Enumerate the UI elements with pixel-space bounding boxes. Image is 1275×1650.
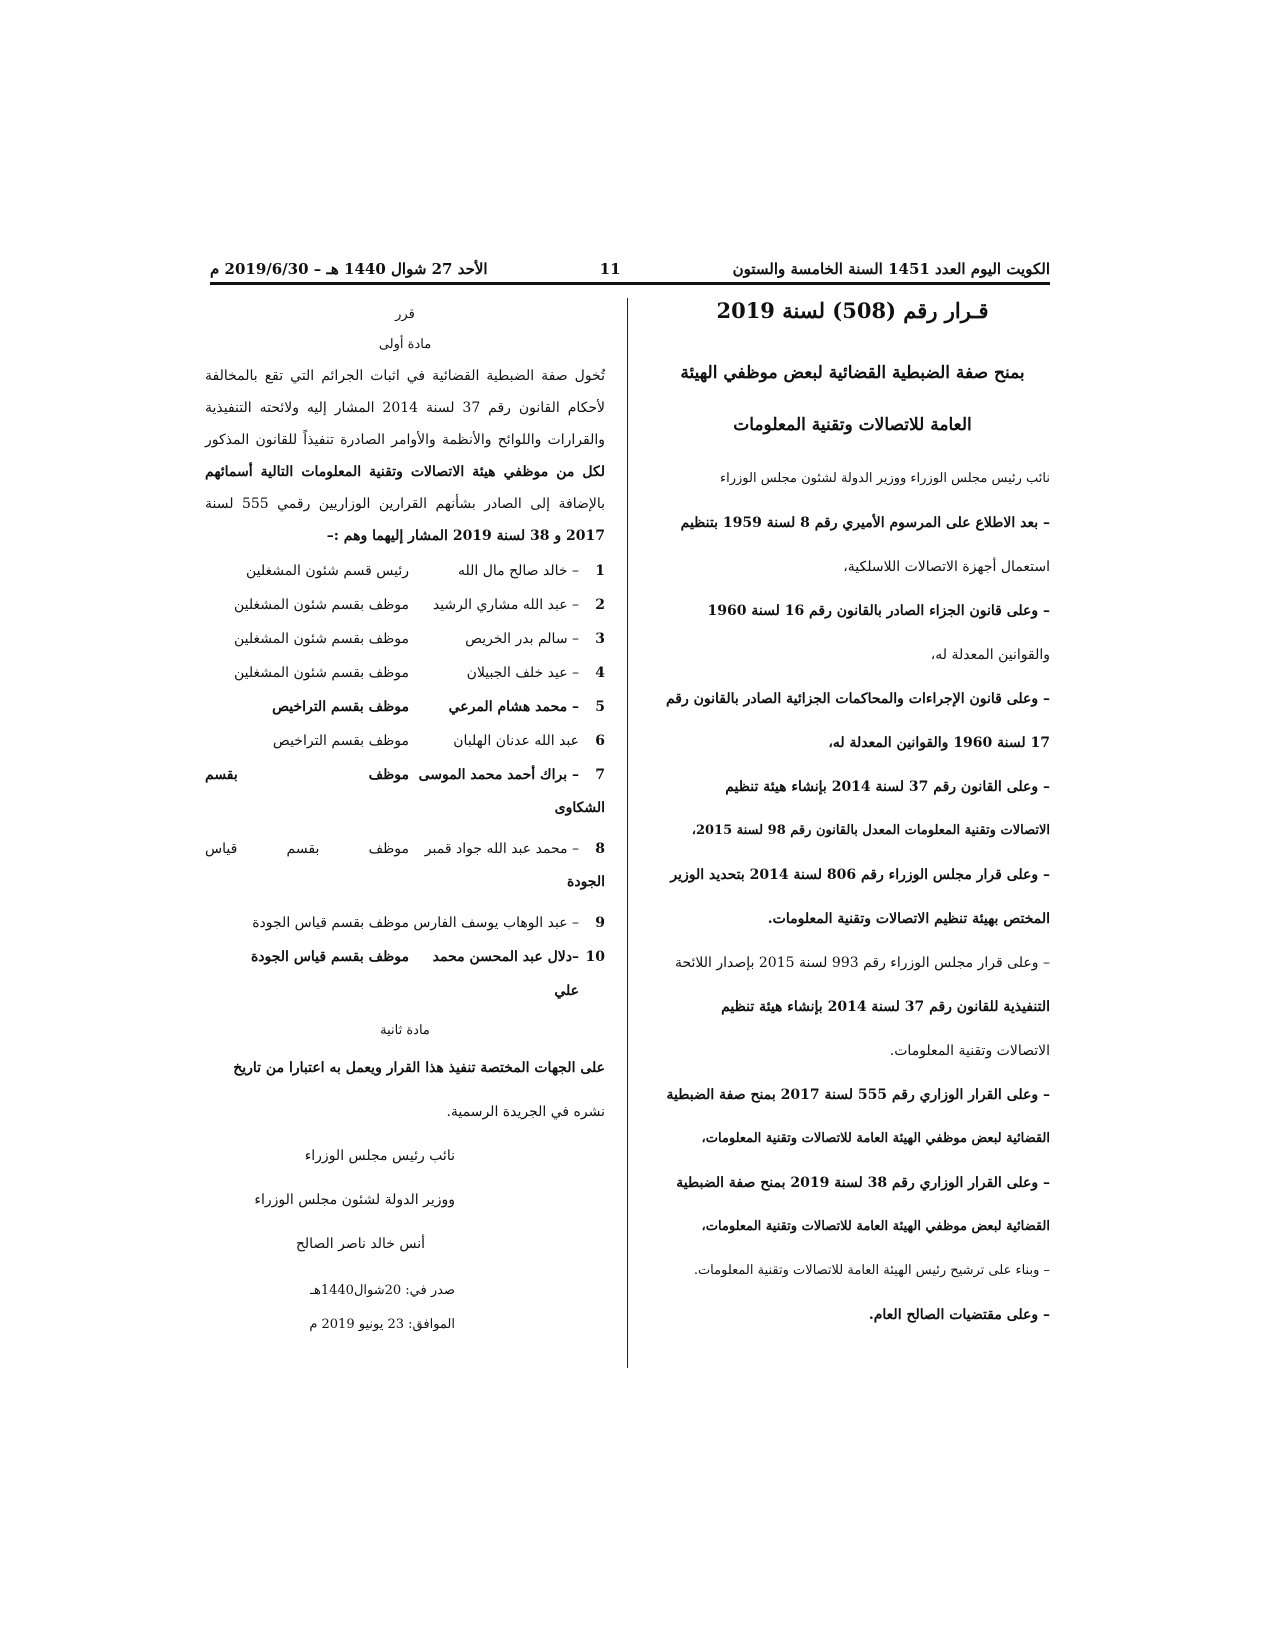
- preamble-line: – وعلى قانون الجزاء الصادر بالقانون رقم 16 لسنة 1960: [707, 603, 1050, 619]
- article-1-line: لكل من موظفي هيئة الاتصالات وتقنية المعلومات التالية أسمائهم: [205, 464, 605, 480]
- employee-name: عبد الله عدنان الهلبان: [453, 733, 579, 749]
- employee-name: – محمد عبد الله جواد قمبر: [424, 841, 579, 857]
- preamble-line: – وعلى قرار مجلس الوزراء رقم 993 لسنة 2015 بإصدار اللائحة: [674, 955, 1050, 971]
- decree-subtitle-1: بمنح صفة الضبطية القضائية لبعض موظفي الهيئة: [680, 363, 1025, 383]
- employee-list-8: [205, 832, 605, 866]
- item-number: 2: [595, 597, 605, 613]
- preamble-line: – وعلى القانون رقم 37 لسنة 2014 بإنشاء هيئة تنظيم: [725, 779, 1050, 795]
- issue-date: الأحد 27 شوال 1440 هـ – 2019/6/30 م: [210, 260, 488, 278]
- preamble-line: الاتصالات وتقنية المعلومات المعدل بالقانون رقم 98 لسنة 2015،: [691, 823, 1050, 838]
- issued-hijri: صدر في: 20شوال1440هـ: [310, 1283, 455, 1298]
- employee-job: موظف بقسم قياس الجودة: [252, 915, 409, 931]
- list-item: [205, 940, 605, 1008]
- article-1-line: والقرارات واللوائح والأنظمة والأوامر الصادرة تنفيذاً للقانون المذكور: [205, 432, 605, 448]
- page-header: [210, 250, 1050, 285]
- decree-subtitle-2: العامة للاتصالات وتقنية المعلومات: [733, 415, 972, 435]
- employee-8-continuation: الجودة: [567, 874, 605, 890]
- signatory-name: أنس خالد ناصر الصالح: [295, 1236, 425, 1252]
- signature-title-2: ووزير الدولة لشئون مجلس الوزراء: [254, 1192, 455, 1208]
- employee-7-continuation: الشكاوى: [554, 800, 605, 816]
- masthead: الكويت اليوم العدد 1451 السنة الخامسة والستون: [732, 260, 1050, 278]
- article-1-body: [205, 360, 605, 552]
- employee-job: موظف بقسم التراخيص: [272, 733, 409, 749]
- employee-job: موظف بقسم: [205, 767, 409, 783]
- preamble-line: المختص بهيئة تنظيم الاتصالات وتقنية المعلومات.: [767, 911, 1050, 927]
- item-number: 1: [595, 563, 605, 579]
- preamble-line: 17 لسنة 1960 والقوانين المعدلة له،: [828, 735, 1050, 751]
- list-item: [205, 622, 605, 656]
- article-1-line: 2017 و 38 لسنة 2019 المشار إليهما وهم :–: [326, 528, 605, 544]
- preamble-line: القضائية لبعض موظفي الهيئة العامة للاتصالات وتقنية المعلومات،: [701, 1131, 1050, 1146]
- item-number: 9: [595, 915, 605, 931]
- preamble-line: استعمال أجهزة الاتصالات اللاسلكية،: [843, 559, 1050, 575]
- employee-name: – عبد الله مشاري الرشيد: [432, 597, 579, 613]
- list-item: [205, 724, 605, 758]
- employee-list-9-10: [205, 906, 605, 1008]
- right-column: [655, 298, 1050, 1337]
- decided-heading: قرر: [395, 307, 415, 322]
- employee-job: موظف بقسم شئون المشغلين: [234, 597, 409, 613]
- employee-name: – محمد هشام المرعي: [448, 699, 579, 715]
- preamble-line: والقوانين المعدلة له،: [930, 647, 1050, 663]
- item-number: 5: [595, 699, 605, 715]
- list-item: [205, 690, 605, 724]
- list-item: [205, 554, 605, 588]
- list-item: [205, 906, 605, 940]
- preamble-line: – وعلى مقتضيات الصالح العام.: [868, 1307, 1050, 1323]
- item-number: 8: [595, 841, 605, 857]
- article-2-line: نشره في الجريدة الرسمية.: [446, 1104, 605, 1120]
- item-number: 7: [595, 767, 605, 783]
- issued-gregorian: الموافق: 23 يونيو 2019 م: [309, 1317, 455, 1332]
- article-1-line: لأحكام القانون رقم 37 لسنة 2014 المشار إليه ولائحته التنفيذية: [205, 400, 605, 416]
- employee-job: موظف بقسم قياس: [205, 841, 409, 857]
- list-item: [205, 832, 605, 866]
- employee-name: – عبد الوهاب يوسف الفارس: [413, 915, 579, 931]
- item-number: 6: [595, 733, 605, 749]
- employee-name: – سالم بدر الخريص: [465, 631, 579, 647]
- preamble-line: – وعلى قانون الإجراءات والمحاكمات الجزائية الصادر بالقانون رقم: [665, 691, 1050, 707]
- column-divider: [627, 298, 628, 1368]
- list-item: [205, 656, 605, 690]
- decree-title: قـرار رقم (508) لسنة 2019: [716, 298, 989, 323]
- employee-name: – براك أحمد محمد الموسى: [418, 767, 579, 783]
- employee-name: – خالد صالح مال الله: [457, 563, 579, 579]
- list-item: [205, 588, 605, 622]
- preamble-line: – بعد الاطلاع على المرسوم الأميري رقم 8 لسنة 1959 بتنظيم: [680, 515, 1050, 531]
- preamble-line: الاتصالات وتقنية المعلومات.: [889, 1043, 1050, 1059]
- article-1-heading: مادة أولى: [378, 337, 432, 352]
- employee-job: موظف بقسم التراخيص: [272, 699, 409, 715]
- list-item: [205, 758, 605, 792]
- employee-name: –دلال عبد المحسن محمد علي: [432, 949, 579, 999]
- preamble-line: – وبناء على ترشيح رئيس الهيئة العامة للاتصالات وتقنية المعلومات.: [693, 1263, 1050, 1278]
- employee-name: – عيد خلف الجبيلان: [466, 665, 579, 681]
- issuer: نائب رئيس مجلس الوزراء ووزير الدولة لشئون مجلس الوزراء: [720, 471, 1050, 486]
- article-2-heading: مادة ثانية: [380, 1023, 430, 1038]
- item-number: 10: [585, 949, 605, 965]
- preamble-line: القضائية لبعض موظفي الهيئة العامة للاتصالات وتقنية المعلومات،: [701, 1219, 1050, 1234]
- page-number: 11: [599, 260, 621, 278]
- signature-title-1: نائب رئيس مجلس الوزراء: [304, 1148, 455, 1164]
- preamble-line: – وعلى القرار الوزاري رقم 38 لسنة 2019 بمنح صفة الضبطية: [676, 1175, 1050, 1191]
- preamble-line: التنفيذية للقانون رقم 37 لسنة 2014 بإنشاء هيئة تنظيم: [721, 999, 1050, 1015]
- article-2-line: على الجهات المختصة تنفيذ هذا القرار ويعمل به اعتبارا من تاريخ: [233, 1060, 605, 1076]
- item-number: 3: [595, 631, 605, 647]
- employee-job: رئيس قسم شئون المشغلين: [245, 563, 409, 579]
- employee-job: موظف بقسم شئون المشغلين: [234, 631, 409, 647]
- preamble-line: – وعلى قرار مجلس الوزراء رقم 806 لسنة 2014 بتحديد الوزير: [670, 867, 1050, 883]
- article-1-line: تُخول صفة الضبطية القضائية في اثبات الجرائم التي تقع بالمخالفة: [205, 368, 605, 384]
- employee-job: موظف بقسم شئون المشغلين: [234, 665, 409, 681]
- article-1-line: بالإضافة إلى الصادر بشأنهم القرارين الوزاريين رقمي 555 لسنة: [205, 496, 605, 512]
- employee-job: موظف بقسم قياس الجودة: [250, 949, 409, 965]
- item-number: 4: [595, 665, 605, 681]
- left-column: [205, 300, 605, 1342]
- employee-list: [205, 554, 605, 792]
- preamble-line: – وعلى القرار الوزاري رقم 555 لسنة 2017 بمنح صفة الضبطية: [666, 1087, 1050, 1103]
